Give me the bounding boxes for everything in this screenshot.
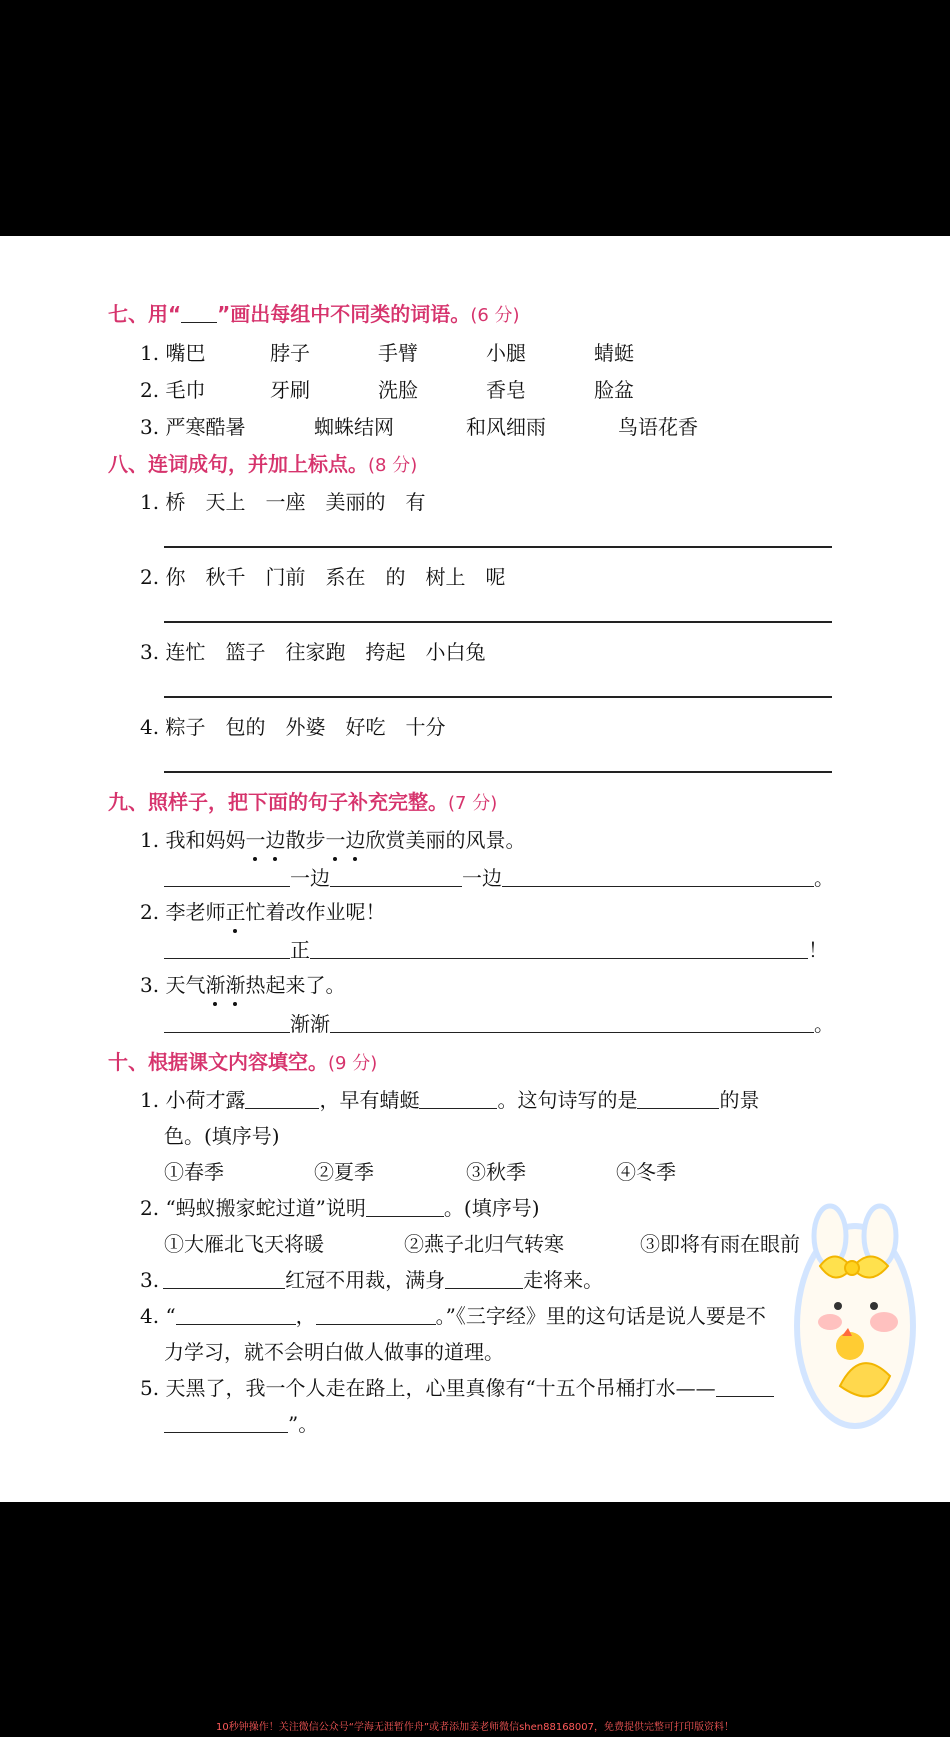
s9-blank-1b[interactable] [330,868,462,887]
s9-ex1-e: 一 [325,828,346,852]
s10-q5-blank1[interactable] [716,1378,774,1397]
s10-q1-blank2[interactable] [419,1090,497,1109]
section-8-title [108,448,417,477]
s9-fill1-a: 一边 [290,866,330,890]
s10-q2-blank[interactable] [366,1198,444,1217]
s9-ex3-b: 渐 [205,973,226,997]
s9-ex1-d: 散步 [285,828,326,852]
s10-q1-b: ，早有蜻蜓 [319,1088,420,1112]
s7-row2-word2[interactable]: 牙刷 [270,378,310,402]
s7-row2-word4[interactable]: 香皂 [486,378,526,402]
s7-row3-word1[interactable]: 3. 严寒酷暑 [140,415,246,439]
s10-q2-a: 2. “蚂蚁搬家蛇过道”说明 [140,1196,366,1220]
section-9-title [108,786,497,815]
s9-blank-1c[interactable] [502,868,814,887]
s9-end-2: ！ [808,938,828,962]
section-7-title-a: 七、用“ [108,302,182,326]
section-8-title-text: 八、连词成句，并加上标点。 [108,452,368,476]
s7-row2-word3[interactable]: 洗脸 [378,378,418,402]
s9-blank-1a[interactable] [164,868,290,887]
s10-q1-a: 1. 小荷才露 [140,1088,246,1112]
s8-item-2: 2. 你 秋千 门前 系在 的 树上 呢 [140,565,506,589]
answer-line-3[interactable] [164,696,832,698]
section-7-title [108,298,520,327]
section-9-title-text: 九、照样子，把下面的句子补充完整。 [108,790,448,814]
s10-q3-a: 3. [140,1268,160,1292]
s10-q1 [140,1084,759,1113]
s9-ex2-b: 正 [225,900,246,924]
s7-row2-word1[interactable]: 2. 毛巾 [140,378,206,402]
s10-q4-d: 力学习，就不会明白做人做事的道理。 [164,1340,504,1364]
s9-example-1 [140,824,525,853]
s10-q1-opt1[interactable]: ①春季 [164,1160,224,1184]
s9-ex1-g: 欣赏美丽的风景。 [365,828,526,852]
s9-ex1-a: 1. 我和妈妈 [140,828,246,852]
s7-row1-word3[interactable]: 手臂 [378,341,418,365]
s9-ex2-a: 2. 李老师 [140,900,226,924]
s10-q1-c: 。这句诗写的是 [497,1088,638,1112]
s10-q5-blank2[interactable] [164,1414,288,1433]
s10-q3-blank2[interactable] [445,1270,523,1289]
s10-q2 [140,1192,540,1221]
s7-row3-word3[interactable]: 和风细雨 [466,415,546,439]
section-10-title-text: 十、根据课文内容填空。 [108,1050,328,1074]
s10-q3-blank1[interactable] [163,1270,285,1289]
s9-blank-3b[interactable] [330,1014,814,1033]
s10-q1-e: 色。(填序号) [164,1124,280,1148]
s9-blank-2a[interactable] [164,940,290,959]
s9-fill-row-2 [164,934,828,963]
section-7-title-b: ”画出每组中不同类的词语。 [217,302,471,326]
s10-q4-a: 4. “ [140,1304,176,1328]
answer-line-2[interactable] [164,621,832,623]
s9-ex3-c: 渐 [225,973,246,997]
s9-ex1-f: 边 [345,828,366,852]
s9-fill-row-1 [164,862,834,891]
s10-q5-a: 5. 天黑了，我一个人走在路上，心里真像有“十五个吊桶打水—— [140,1376,716,1400]
s7-row1-word2[interactable]: 脖子 [270,341,310,365]
s9-example-3 [140,969,345,998]
s10-q2-opt2[interactable]: ②燕子北归气转寒 [404,1232,564,1256]
s9-ex3-d: 热起来了。 [245,973,346,997]
s8-item-4: 4. 粽子 包的 外婆 好吃 十分 [140,715,446,739]
s10-q4 [140,1300,766,1329]
s8-item-3: 3. 连忙 篮子 往家跑 挎起 小白兔 [140,640,486,664]
s10-q1-opt4[interactable]: ④冬季 [616,1160,676,1184]
s10-q3-b: 红冠不用裁，满身 [285,1268,446,1292]
s10-q4-blank2[interactable] [316,1306,436,1325]
section-10-score: (9 分) [328,1053,378,1074]
s7-row3-word2[interactable]: 蜘蛛结网 [314,415,394,439]
s9-end-1: 。 [814,866,834,890]
section-9-score: (7 分) [448,793,498,814]
s10-q2-opt1[interactable]: ①大雁北飞天将暖 [164,1232,324,1256]
s9-end-3: 。 [814,1012,834,1036]
footer-promo-text: 10秒钟操作！关注微信公众号“学海无涯暂作舟”或者添加姜老师微信shen88168007，免费提供完整可打印版资料！ [215,1722,735,1733]
section-7-score: (6 分) [470,305,520,326]
s10-q5-b: ”。 [288,1412,319,1436]
s10-q5-row2 [164,1408,318,1437]
s9-example-2 [140,896,385,925]
s9-fill3: 渐渐 [290,1012,330,1036]
s7-row2-word5[interactable]: 脸盆 [594,378,634,402]
s10-q5 [140,1372,774,1401]
s10-q3 [140,1264,603,1293]
s10-q1-opt3[interactable]: ③秋季 [466,1160,526,1184]
s7-row3-word4[interactable]: 鸟语花香 [618,415,698,439]
s10-q1-blank1[interactable] [245,1090,319,1109]
s10-q2-b: 。(填序号) [443,1196,540,1220]
s10-q4-c: 。”《三字经》里的这句话是说人要是不 [435,1304,766,1328]
answer-line-4[interactable] [164,771,832,773]
section-8-score: (8 分) [368,455,418,476]
s10-q1-blank3[interactable] [637,1090,719,1109]
s9-ex1-c: 边 [265,828,286,852]
s10-q4-b: ， [295,1304,316,1328]
bunny-sticker-icon [790,1196,920,1436]
s9-fill1-b: 一边 [462,866,502,890]
s9-ex2-c: 忙着改作业呢！ [245,900,386,924]
s10-q4-blank1[interactable] [176,1306,296,1325]
s10-q2-opt3[interactable]: ③即将有雨在眼前 [640,1232,800,1256]
underline-sample [181,304,217,323]
s9-fill2: 正 [290,938,310,962]
s10-q1-opt2[interactable]: ②夏季 [314,1160,374,1184]
s9-ex1-b: 一 [245,828,266,852]
s7-row1-word4[interactable]: 小腿 [486,341,526,365]
s7-row1-word5[interactable]: 蜻蜓 [594,341,634,365]
s10-q3-c: 走将来。 [523,1268,604,1292]
section-10-title [108,1046,377,1075]
s8-item-1: 1. 桥 天上 一座 美丽的 有 [140,490,426,514]
s9-blank-3a[interactable] [164,1014,290,1033]
s9-fill-row-3 [164,1008,834,1037]
s9-blank-2b[interactable] [310,940,808,959]
s7-row1-word1[interactable]: 1. 嘴巴 [140,341,206,365]
s9-ex3-a: 3. 天气 [140,973,206,997]
answer-line-1[interactable] [164,546,832,548]
s10-q1-d: 的景 [719,1088,760,1112]
